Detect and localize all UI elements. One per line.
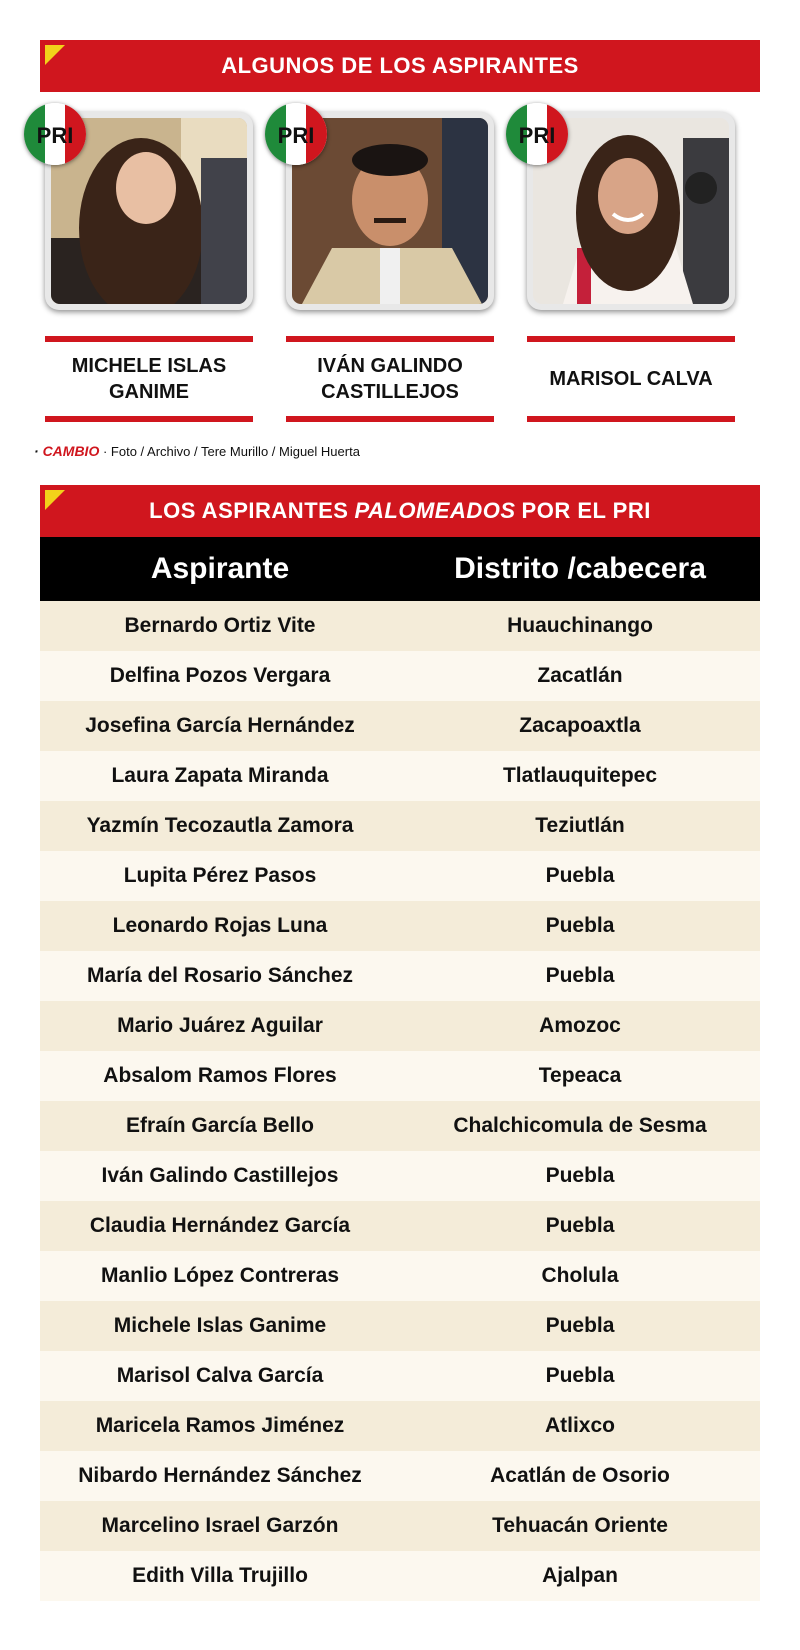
cell-distrito: Zacapoaxtla (519, 714, 641, 737)
photo-credit (34, 443, 360, 459)
candidate-name: MICHELE ISLAS GANIME (71, 355, 227, 403)
cell-aspirante: Maricela Ramos Jiménez (95, 1414, 345, 1437)
table-row (40, 1401, 760, 1451)
candidate-name-card (527, 336, 735, 422)
cell-aspirante: Marcelino Israel Garzón (101, 1514, 339, 1537)
credit-text: · Foto / Archivo / Tere Murillo / Miguel Huerta (102, 444, 360, 459)
cell-aspirante: Edith Villa Trujillo (132, 1564, 308, 1587)
cell-distrito: Puebla (545, 964, 615, 987)
cell-aspirante: Lupita Pérez Pasos (123, 864, 317, 887)
cell-distrito: Cholula (541, 1264, 619, 1287)
cell-distrito: Atlixco (544, 1414, 615, 1437)
name-bar-top (286, 336, 494, 342)
cell-distrito: Tehuacán Oriente (492, 1514, 668, 1537)
banner-title-post: POR EL PRI (521, 498, 651, 523)
cell-distrito: Tlatlauquitepec (502, 764, 658, 787)
cell-aspirante: Delfina Pozos Vergara (109, 664, 331, 687)
table-header (40, 537, 760, 601)
cell-distrito: Amozoc (539, 1014, 621, 1037)
name-bar-top (45, 336, 253, 342)
table-row (40, 1351, 760, 1401)
candidate-name-card (286, 336, 494, 422)
cell-aspirante: Yazmín Tecozautla Zamora (86, 814, 354, 837)
cambio-logo: · CAMBIO (34, 443, 100, 459)
banner-title-pre: LOS ASPIRANTES (149, 498, 349, 523)
cell-aspirante: Laura Zapata Miranda (111, 764, 329, 787)
header-distrito: Distrito /cabecera (454, 552, 706, 585)
cell-aspirante: Iván Galindo Castillejos (101, 1164, 339, 1187)
table-row (40, 901, 760, 951)
name-bar-top (527, 336, 735, 342)
table-body (40, 601, 760, 1601)
cell-distrito: Zacatlán (537, 664, 623, 687)
pri-logo (265, 103, 327, 165)
table-row (40, 1001, 760, 1051)
cell-aspirante: Efraín García Bello (126, 1114, 314, 1137)
corner-marker (45, 490, 65, 510)
table-row (40, 951, 760, 1001)
table-row (40, 1551, 760, 1601)
cell-distrito: Puebla (545, 914, 615, 937)
table-row (40, 1151, 760, 1201)
cell-distrito: Acatlán de Osorio (490, 1464, 670, 1487)
table-row (40, 751, 760, 801)
cell-distrito: Puebla (545, 1364, 615, 1387)
cell-aspirante: Mario Juárez Aguilar (117, 1014, 323, 1037)
cell-aspirante: Michele Islas Ganime (113, 1314, 327, 1337)
cell-aspirante: María del Rosario Sánchez (86, 964, 354, 987)
cell-distrito: Chalchicomula de Sesma (453, 1114, 707, 1137)
section-banner-palomeados (40, 485, 760, 537)
table-row (40, 601, 760, 651)
table-row (40, 1251, 760, 1301)
table-row (40, 1051, 760, 1101)
cell-aspirante: Nibardo Hernández Sánchez (78, 1464, 362, 1487)
candidates-table (40, 537, 760, 1601)
pri-logo-text: PRI (518, 123, 556, 148)
table-row (40, 1101, 760, 1151)
cell-aspirante: Leonardo Rojas Luna (112, 914, 328, 937)
cell-distrito: Puebla (545, 1214, 615, 1237)
table-row (40, 1201, 760, 1251)
banner-title: ALGUNOS DE LOS ASPIRANTES (221, 53, 579, 78)
cell-aspirante: Marisol Calva García (116, 1364, 324, 1387)
table-row (40, 851, 760, 901)
table-row (40, 701, 760, 751)
table-row (40, 1301, 760, 1351)
cell-distrito: Teziutlán (535, 814, 625, 837)
table-row (40, 1451, 760, 1501)
cell-distrito: Tepeaca (538, 1064, 622, 1087)
cell-distrito: Huauchinango (507, 614, 653, 637)
cell-aspirante: Claudia Hernández García (89, 1214, 351, 1237)
cell-distrito: Ajalpan (542, 1564, 618, 1587)
cell-aspirante: Absalom Ramos Flores (103, 1064, 337, 1087)
name-bar-bottom (45, 416, 253, 422)
cell-aspirante: Josefina García Hernández (85, 714, 355, 737)
candidate-name: IVÁN GALINDO CASTILLEJOS (317, 355, 463, 403)
pri-logo-text: PRI (277, 123, 315, 148)
cell-aspirante: Manlio López Contreras (100, 1264, 340, 1287)
cell-distrito: Puebla (545, 1164, 615, 1187)
candidate-name: MARISOL CALVA (549, 368, 713, 390)
section-banner-aspirantes (40, 40, 760, 92)
header-aspirante: Aspirante (150, 552, 290, 585)
candidate-name-card (45, 336, 253, 422)
cell-aspirante: Bernardo Ortiz Vite (124, 614, 316, 637)
table-row (40, 651, 760, 701)
table-row (40, 801, 760, 851)
table-row (40, 1501, 760, 1551)
name-bar-bottom (527, 416, 735, 422)
banner-title-highlight: PALOMEADOS (354, 498, 516, 523)
corner-marker (45, 45, 65, 65)
name-bar-bottom (286, 416, 494, 422)
pri-logo-text: PRI (36, 123, 74, 148)
pri-logo (24, 103, 86, 165)
cell-distrito: Puebla (545, 1314, 615, 1337)
pri-logo (506, 103, 568, 165)
cell-distrito: Puebla (545, 864, 615, 887)
